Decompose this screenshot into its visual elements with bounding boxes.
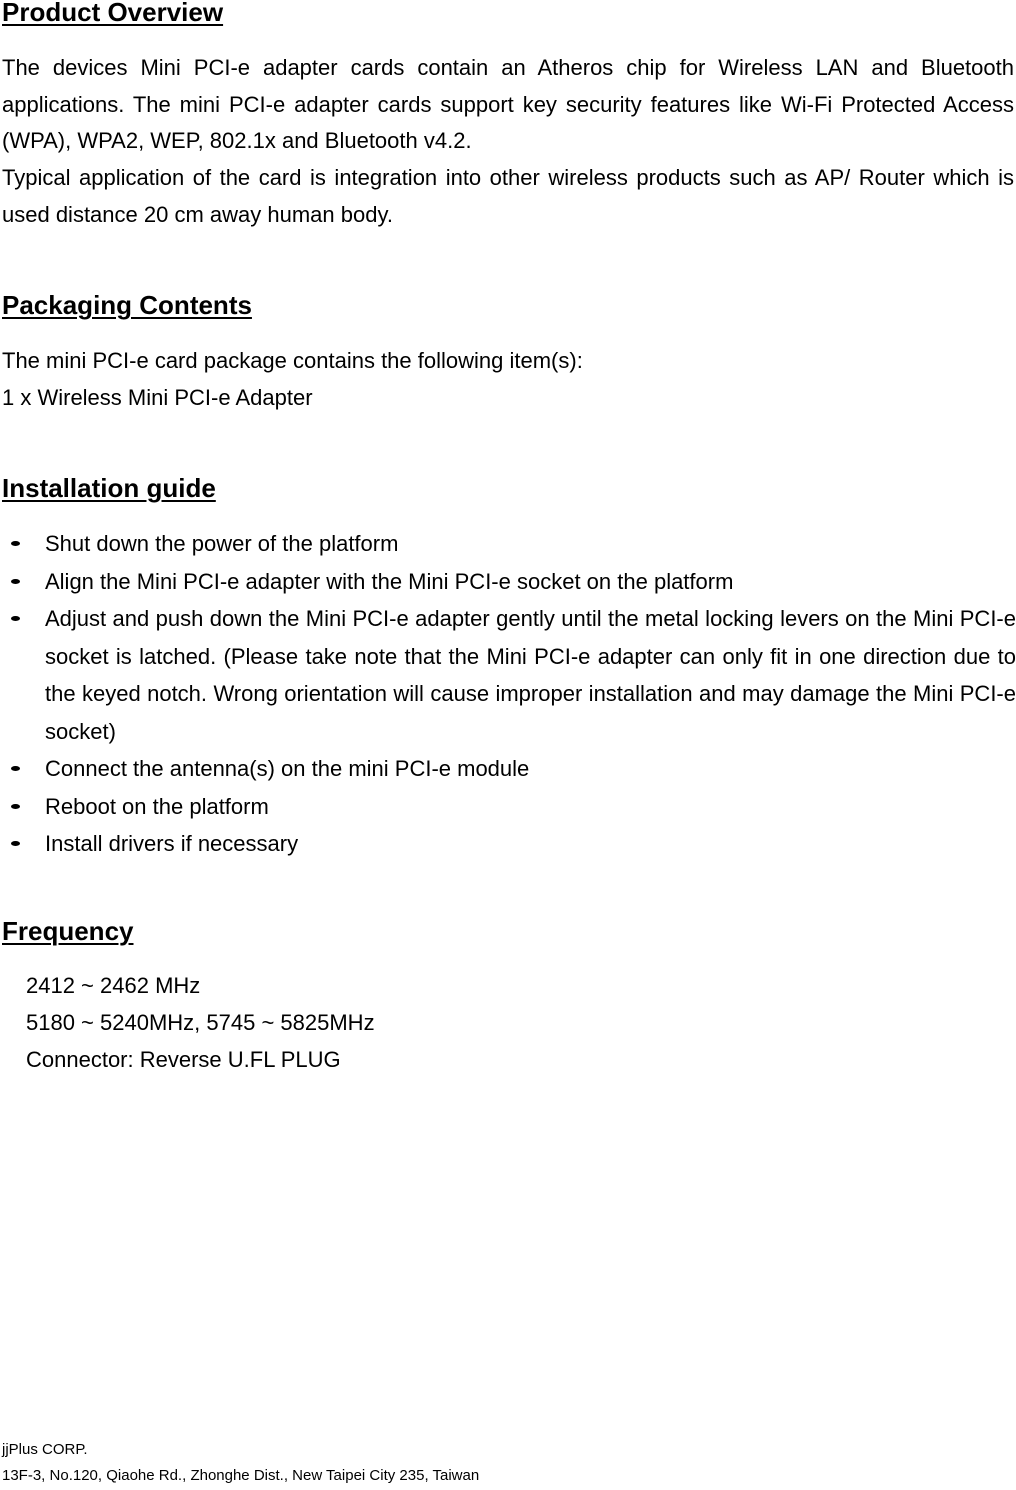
bullet-icon (11, 766, 20, 771)
installation-step (0, 525, 1016, 563)
product-overview-paragraph: The devices Mini PCI-e adapter cards contain an Atheros chip for Wireless LAN and Bluetooth applications. The mini PCI-e adapter cards support key security features like Wi-Fi Protected Access (WPA), WPA2, WEP, 802.1x and Bluetooth v4.2. (2, 55, 1014, 153)
footer-address: 13F-3, No.120, Qiaohe Rd., Zhonghe Dist., New Taipei City 235, Taiwan (2, 1467, 480, 1484)
packaging-intro-text: The mini PCI-e card package contains the following item(s): (2, 348, 583, 373)
bullet-icon (11, 541, 20, 546)
installation-steps-list (0, 525, 1016, 863)
footer-company-name: jjPlus CORP. (2, 1441, 88, 1458)
frequency-band-24ghz: 2412 ~ 2462 MHz (26, 973, 201, 998)
installation-step-text: Shut down the power of the platform (45, 531, 399, 556)
bullet-icon (11, 579, 20, 584)
product-overview-heading: Product Overview (2, 0, 224, 27)
connector-type-text: Connector: Reverse U.FL PLUG (26, 1047, 341, 1072)
installation-step (0, 788, 1016, 826)
installation-step (0, 750, 1016, 788)
packaging-contents-heading: Packaging Contents (2, 290, 252, 320)
installation-step (0, 825, 1016, 863)
bullet-icon (11, 841, 20, 846)
installation-step (0, 563, 1016, 601)
typical-application-paragraph: Typical application of the card is integration into other wireless products such as AP/ Router which is used distance 20 cm away human body. (2, 165, 1014, 227)
installation-step (0, 600, 1016, 750)
installation-step-text: Connect the antenna(s) on the mini PCI-e module (45, 756, 530, 781)
installation-step-text: Reboot on the platform (45, 793, 269, 819)
installation-step-text: Align the Mini PCI-e adapter with the Mini PCI-e socket on the platform (45, 568, 734, 594)
bullet-icon (11, 616, 20, 621)
packaging-item-text: 1 x Wireless Mini PCI-e Adapter (2, 385, 313, 410)
installation-step-text: Install drivers if necessary (45, 831, 299, 856)
installation-guide-heading: Installation guide (2, 473, 216, 503)
frequency-band-5ghz: 5180 ~ 5240MHz, 5745 ~ 5825MHz (26, 1010, 375, 1035)
installation-step-text: Adjust and push down the Mini PCI-e adapter gently until the metal locking levers on the Mini PCI-e socket is latched. (Please take note that the Mini PCI-e adapter can only fit in one direction due to the keyed notch. Wrong orientation will cause improper installation and may damage the Mini PCI-e socket) (45, 606, 1016, 744)
frequency-heading: Frequency (2, 916, 134, 946)
bullet-icon (11, 804, 20, 809)
